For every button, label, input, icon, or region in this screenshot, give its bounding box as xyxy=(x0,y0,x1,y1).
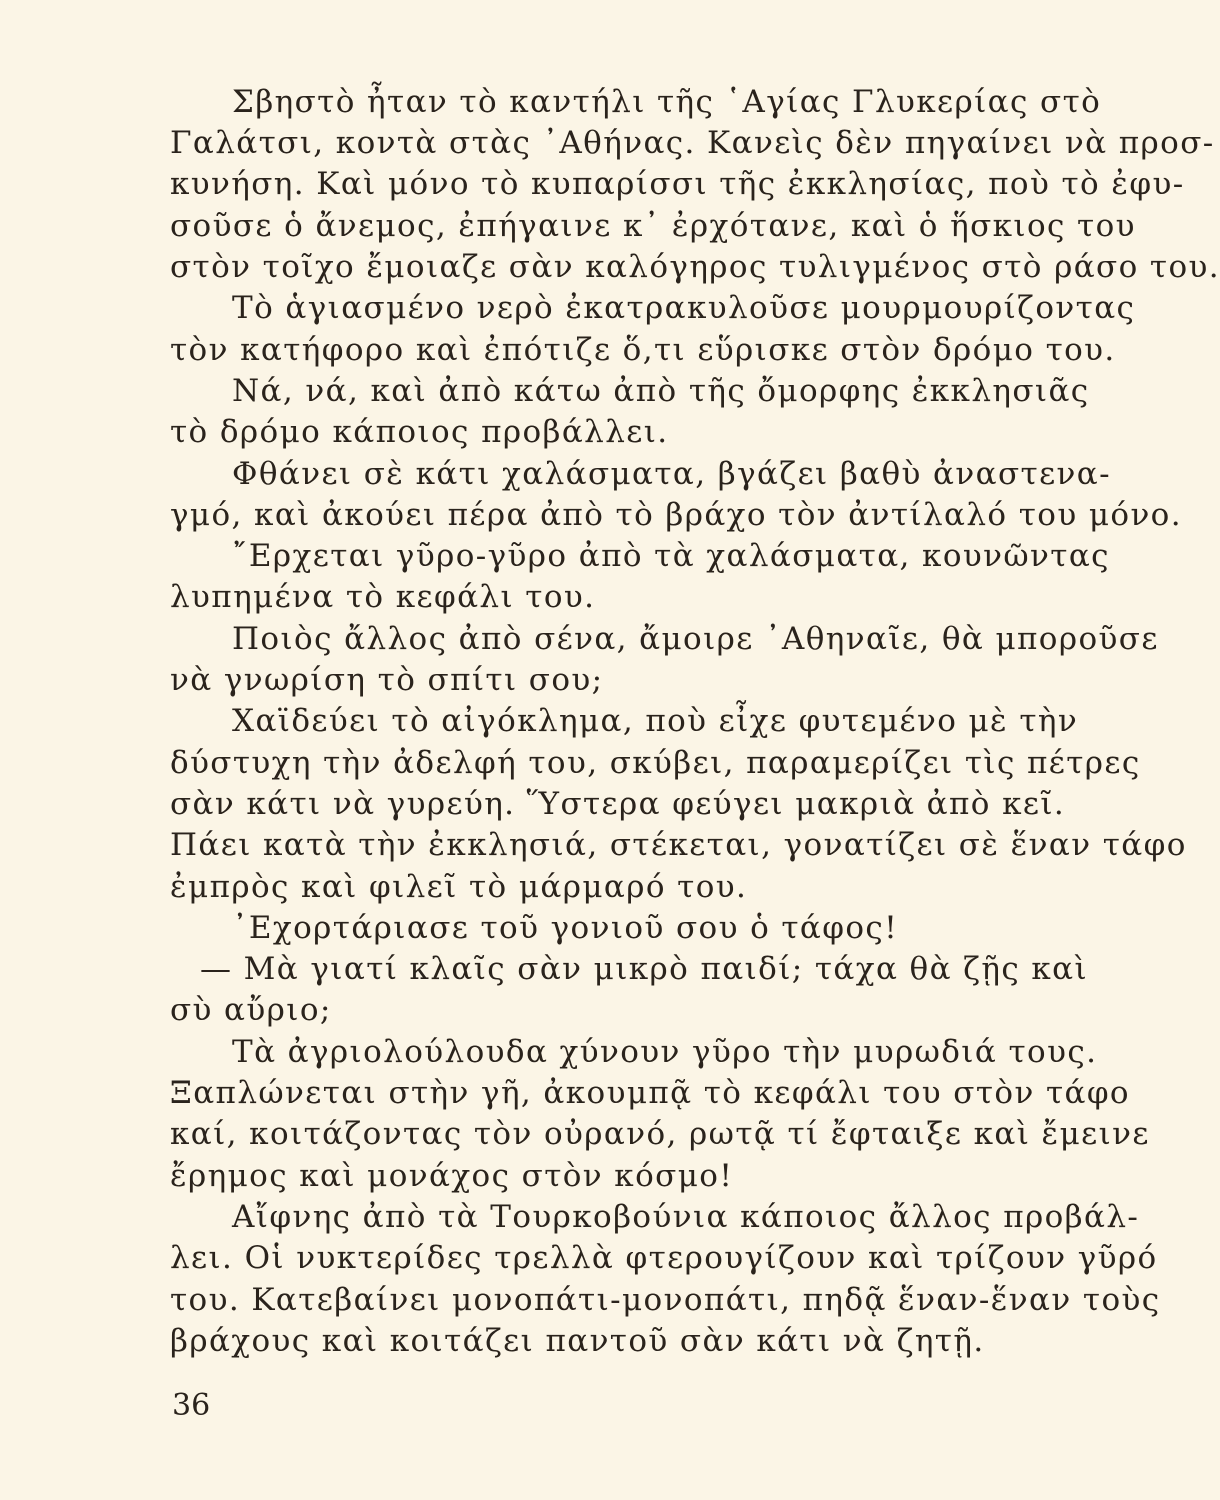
text-line: Ποιὸς ἄλλος ἀπὸ σένα, ἄμοιρε ᾿Αθηναῖε, θὰ μποροῦσε xyxy=(232,621,1159,657)
text-line: τὸ δρόμο κάποιος προβάλλει. xyxy=(170,414,669,450)
text-line: στὸν τοῖχο ἔμοιαζε σὰν καλόγηρος τυλιγμένος στὸ ράσο του. xyxy=(170,249,1220,285)
text-line: Χαϊδεύει τὸ αἰγόκλημα, ποὺ εἶχε φυτεμένο μὲ τὴν xyxy=(232,703,1079,739)
text-line: κυνήση. Καὶ μόνο τὸ κυπαρίσσι τῆς ἐκκλησίας, ποὺ τὸ ἐφυ- xyxy=(170,166,1185,202)
text-line: Σβηστὸ ἦταν τὸ καντήλι τῆς ῾Αγίας Γλυκερίας στὸ xyxy=(232,84,1102,120)
text-line: ῎Ερχεται γῦρο-γῦρο ἀπὸ τὰ χαλάσματα, κουνῶντας xyxy=(232,538,1110,574)
text-line: ἐμπρὸς καὶ φιλεῖ τὸ μάρμαρό του. xyxy=(170,869,748,905)
text-line: Τὸ ἁγιασμένο νερὸ ἐκατρακυλοῦσε μουρμουρίζοντας xyxy=(232,290,1136,326)
text-line: γμό, καὶ ἀκούει πέρα ἀπὸ τὸ βράχο τὸν ἀντίλαλό του μόνο. xyxy=(170,497,1183,533)
text-line: του. Κατεβαίνει μονοπάτι-μονοπάτι, πηδᾷ ἕναν-ἕναν τοὺς xyxy=(170,1282,1161,1318)
text-line: βράχους καὶ κοιτάζει παντοῦ σὰν κάτι νὰ ζητῇ. xyxy=(170,1323,985,1359)
text-line: σοῦσε ὁ ἄνεμος, ἐπήγαινε κ᾿ ἐρχότανε, καὶ ὁ ἥσκιος του xyxy=(170,208,1136,244)
text-line: δύστυχη τὴν ἀδελφή του, σκύβει, παραμερίζει τὶς πέτρες xyxy=(170,745,1141,781)
text-line: νὰ γνωρίση τὸ σπίτι σου; xyxy=(170,662,604,698)
text-line: — Μὰ γιατί κλαῖς σὰν μικρὸ παιδί; τάχα θὰ ζῇς καὶ xyxy=(200,951,1089,987)
text-line: Νά, νά, καὶ ἀπὸ κάτω ἀπὸ τῆς ὄμορφης ἐκκλησιᾶς xyxy=(232,373,1090,409)
page-number: 36 xyxy=(172,1388,211,1423)
text-line: Ξαπλώνεται στὴν γῆ, ἀκουμπᾷ τὸ κεφάλι του στὸν τάφο xyxy=(170,1075,1131,1111)
text-line: ἔρημος καὶ μονάχος στὸν κόσμο! xyxy=(170,1158,734,1194)
text-line: Γαλάτσι, κοντὰ στὰς ᾿Αθήνας. Κανεὶς δὲν πηγαίνει νὰ προσ- xyxy=(170,125,1215,161)
text-line: Φθάνει σὲ κάτι χαλάσματα, βγάζει βαθὺ ἀναστενα- xyxy=(232,456,1111,492)
text-line: σὰν κάτι νὰ γυρεύη. Ὕστερα φεύγει μακριὰ ἀπὸ κεῖ. xyxy=(170,786,1066,822)
text-line: λυπημένα τὸ κεφάλι του. xyxy=(170,579,596,615)
text-line: λει. Οἱ νυκτερίδες τρελλὰ φτερουγίζουν καὶ τρίζουν γῦρό xyxy=(170,1240,1158,1276)
text-line: τὸν κατήφορο καὶ ἐπότιζε ὅ,τι εὕρισκε στὸν δρόμο του. xyxy=(170,332,1116,368)
text-line: Τὰ ἀγριολούλουδα χύνουν γῦρο τὴν μυρωδιά τους. xyxy=(232,1034,1098,1070)
text-line: σὺ αὔριο; xyxy=(170,992,332,1028)
text-line: καί, κοιτάζοντας τὸν οὐρανό, ρωτᾷ τί ἔφταιξε καὶ ἔμεινε xyxy=(170,1116,1150,1152)
text-line: Πάει κατὰ τὴν ἐκκλησιά, στέκεται, γονατίζει σὲ ἕναν τάφο xyxy=(170,827,1187,863)
text-line: ᾿Εχορτάριασε τοῦ γονιοῦ σου ὁ τάφος! xyxy=(232,910,899,946)
text-line: Αἴφνης ἀπὸ τὰ Τουρκοβούνια κάποιος ἄλλος προβάλ- xyxy=(232,1199,1140,1235)
